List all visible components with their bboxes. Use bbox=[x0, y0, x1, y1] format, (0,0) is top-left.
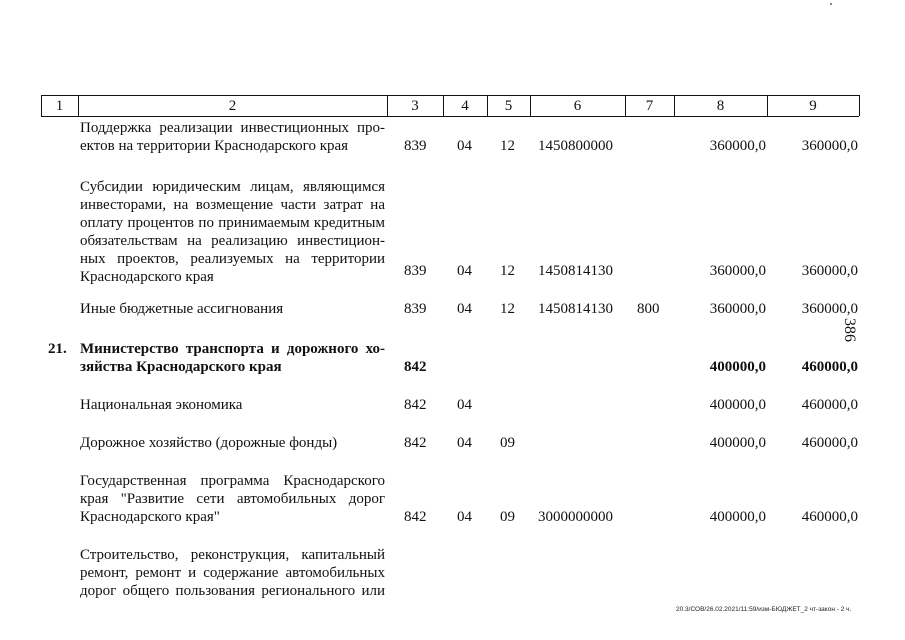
cell-subsection: 04 bbox=[457, 263, 472, 279]
description-line: Краснодарского края" bbox=[80, 509, 220, 525]
description-line: обязательствам на реализацию инвестицион- bbox=[80, 233, 385, 249]
row-description bbox=[80, 340, 385, 376]
cell-amount-1: 360000,0 bbox=[709, 138, 766, 154]
header-col-3: 3 bbox=[411, 98, 419, 114]
cell-amount-1: 400000,0 bbox=[709, 509, 766, 525]
cell-amount-2: 360000,0 bbox=[801, 138, 858, 154]
cell-subsection: 04 bbox=[457, 435, 472, 451]
header-col-2: 2 bbox=[228, 98, 237, 114]
header-divider bbox=[859, 95, 860, 116]
row-description bbox=[80, 178, 385, 286]
cell-section: 839 bbox=[404, 138, 427, 154]
cell-subsection: 04 bbox=[457, 301, 472, 317]
row-description bbox=[80, 434, 385, 452]
row-description bbox=[80, 300, 385, 318]
cell-target-article: 1450814130 bbox=[538, 301, 613, 317]
footer-file-stamp: 20.3/СОВ/26.02.2021/11:59/изм-БЮДЖЕТ_2 чт-закон - 2 ч. bbox=[676, 606, 852, 613]
header-col-4: 4 bbox=[461, 98, 469, 114]
page-number: 386 bbox=[841, 318, 858, 342]
header-col-9: 9 bbox=[809, 98, 817, 114]
description-line: инвесторами, на возмещение части затрат на bbox=[80, 197, 385, 213]
row-description bbox=[80, 396, 385, 414]
cell-amount-2: 460000,0 bbox=[801, 359, 858, 375]
cell-section: 842 bbox=[404, 435, 427, 451]
header-col-6: 6 bbox=[573, 98, 582, 114]
cell-target-article: 1450814130 bbox=[538, 263, 613, 279]
cell-amount-1: 400000,0 bbox=[709, 397, 766, 413]
header-bottom-border bbox=[41, 116, 859, 117]
cell-amount-2: 460000,0 bbox=[801, 397, 858, 413]
header-col-8: 8 bbox=[716, 98, 725, 114]
cell-amount-1: 360000,0 bbox=[709, 263, 766, 279]
description-line: ремонт, ремонт и содержание автомобильных bbox=[80, 565, 385, 581]
description-line: Государственная программа Краснодарского bbox=[80, 473, 385, 489]
row-number: 21. bbox=[48, 341, 67, 357]
description-line: Субсидии юридическим лицам, являющимся bbox=[80, 179, 385, 195]
cell-subsection-2: 12 bbox=[500, 301, 515, 317]
cell-section: 842 bbox=[404, 359, 427, 375]
description-line: Поддержка реализации инвестиционных про- bbox=[80, 120, 385, 136]
cell-amount-1: 400000,0 bbox=[709, 359, 766, 375]
description-line: Строительство, реконструкция, капитальный bbox=[80, 547, 385, 563]
description-line: ектов на территории Краснодарского края bbox=[80, 138, 349, 154]
row-description bbox=[80, 546, 385, 600]
cell-subsection: 04 bbox=[457, 138, 472, 154]
description-line: оплату процентов по принимаемым кредитным bbox=[80, 215, 385, 231]
cell-amount-1: 360000,0 bbox=[709, 301, 766, 317]
description-line: Иные бюджетные ассигнования bbox=[80, 301, 284, 317]
cell-subsection-2: 09 bbox=[500, 435, 515, 451]
scan-dot bbox=[830, 3, 832, 5]
cell-section: 839 bbox=[404, 301, 427, 317]
cell-subsection-2: 09 bbox=[500, 509, 515, 525]
description-line: ных проектов, реализуемых на территории bbox=[80, 251, 385, 267]
description-line: Национальная экономика bbox=[80, 397, 243, 413]
cell-expense-type: 800 bbox=[637, 301, 660, 317]
row-description bbox=[80, 119, 385, 155]
cell-amount-2: 460000,0 bbox=[801, 435, 858, 451]
description-line: края "Развитие сети автомобильных дорог bbox=[80, 491, 385, 507]
cell-section: 842 bbox=[404, 397, 427, 413]
cell-subsection: 04 bbox=[457, 397, 472, 413]
cell-target-article: 3000000000 bbox=[538, 509, 613, 525]
header-col-1: 1 bbox=[55, 98, 64, 114]
description-line: дорог общего пользования регионального или bbox=[80, 583, 385, 599]
row-description bbox=[80, 472, 385, 526]
header-col-5: 5 bbox=[504, 98, 513, 114]
header-col-7: 7 bbox=[645, 98, 654, 114]
cell-subsection: 04 bbox=[457, 509, 472, 525]
cell-amount-2: 460000,0 bbox=[801, 509, 858, 525]
cell-target-article: 1450800000 bbox=[538, 138, 613, 154]
header-top-border bbox=[41, 95, 859, 96]
description-line: Краснодарского края bbox=[80, 269, 214, 285]
cell-amount-2: 360000,0 bbox=[801, 301, 858, 317]
description-line: Дорожное хозяйство (дорожные фонды) bbox=[80, 435, 338, 451]
cell-section: 842 bbox=[404, 509, 427, 525]
description-line: Министерство транспорта и дорожного хо- bbox=[80, 341, 385, 357]
cell-amount-1: 400000,0 bbox=[709, 435, 766, 451]
cell-amount-2: 360000,0 bbox=[801, 263, 858, 279]
cell-subsection-2: 12 bbox=[500, 138, 515, 154]
cell-section: 839 bbox=[404, 263, 427, 279]
description-line: зяйства Краснодарского края bbox=[80, 359, 282, 375]
cell-subsection-2: 12 bbox=[500, 263, 515, 279]
